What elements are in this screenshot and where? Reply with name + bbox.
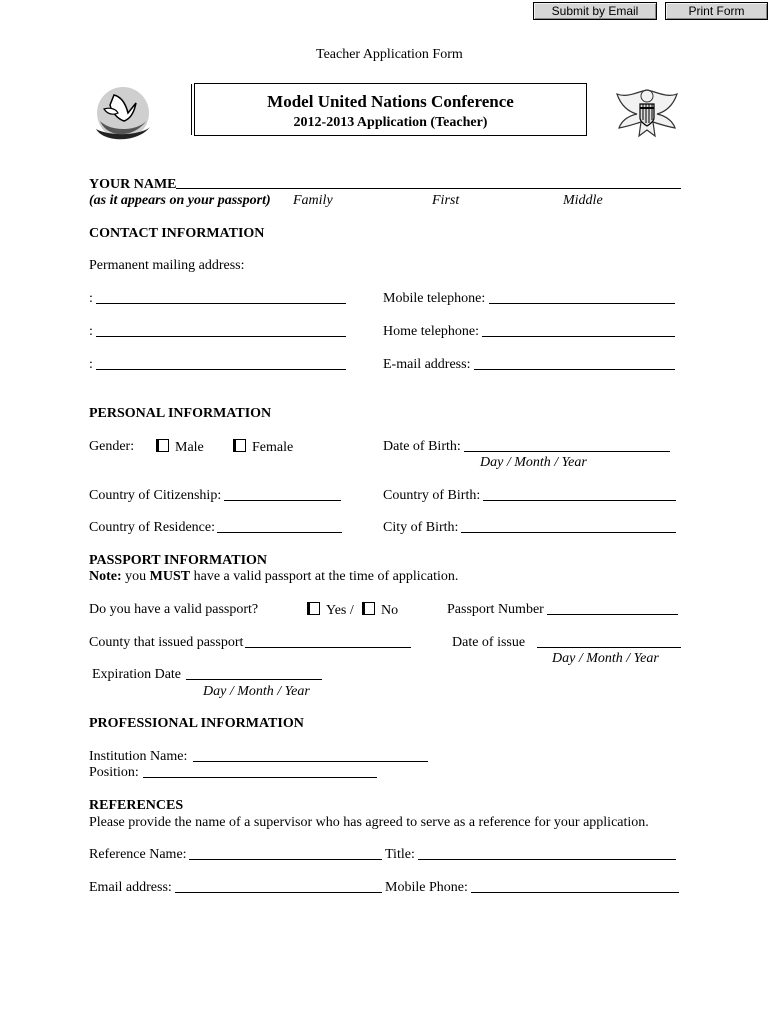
passport-note (89, 569, 458, 585)
reference-name-field[interactable] (189, 847, 382, 860)
city-of-birth-label: City of Birth: (383, 520, 459, 535)
dove-in-hands-logo-icon (90, 83, 155, 143)
institution-name-label: Institution Name: (89, 749, 188, 764)
first-name-caption: First (432, 193, 460, 208)
country-of-birth-field[interactable] (483, 488, 676, 501)
passport-name-note: (as it appears on your passport) (89, 193, 271, 208)
address-line-1-field[interactable] (96, 291, 346, 304)
print-form-button[interactable]: Print Form (665, 2, 768, 20)
home-telephone-label: Home telephone: (383, 324, 480, 339)
date-of-birth-label: Date of Birth: (383, 439, 461, 454)
issue-date-format-caption: Day / Month / Year (552, 651, 659, 666)
personal-heading: PERSONAL INFORMATION (89, 406, 272, 421)
valid-passport-question: Do you have a valid passport? (89, 602, 259, 617)
citizenship-label: Country of Citizenship: (89, 488, 222, 503)
passport-number-label: Passport Number (447, 602, 544, 617)
professional-heading: PROFESSIONAL INFORMATION (89, 716, 304, 731)
male-checkbox[interactable] (156, 439, 169, 452)
expiration-date-label: Expiration Date (92, 667, 182, 682)
passport-yes-option[interactable] (307, 602, 354, 619)
passport-number-field[interactable] (547, 602, 678, 615)
passport-yes-checkbox[interactable] (307, 602, 320, 615)
date-of-issue-field[interactable] (537, 635, 681, 648)
note-post: have a valid passport at the time of application. (190, 569, 459, 584)
address-line-3 (89, 357, 93, 373)
passport-no-checkbox[interactable] (362, 602, 375, 615)
email-address-field[interactable] (474, 357, 675, 370)
address-line-prefix: : (89, 357, 93, 372)
female-option[interactable] (233, 439, 293, 456)
position-label: Position: (89, 765, 139, 780)
institution-name-field[interactable] (193, 749, 428, 762)
residence-label: Country of Residence: (89, 520, 215, 535)
residence-field[interactable] (217, 520, 342, 533)
dob-format-caption: Day / Month / Year (480, 455, 587, 470)
gender-label: Gender: (89, 439, 135, 454)
reference-title-label: Title: (385, 847, 415, 862)
passport-heading: PASSPORT INFORMATION (89, 553, 268, 568)
note-pre: you (121, 569, 150, 584)
references-instructions: Please provide the name of a supervisor who has agreed to serve as a reference for your application. (89, 815, 649, 830)
female-checkbox[interactable] (233, 439, 246, 452)
passport-no-label: No (381, 603, 399, 618)
date-of-issue-label: Date of issue (452, 635, 526, 650)
passport-yes-label: Yes / (326, 603, 354, 618)
country-of-birth-label: Country of Birth: (383, 488, 481, 503)
address-line-2 (89, 324, 93, 340)
application-subtitle: 2012-2013 Application (Teacher) (293, 115, 488, 130)
address-line-1 (89, 291, 93, 307)
reference-name-label: Reference Name: (89, 847, 187, 862)
female-label: Female (252, 440, 294, 455)
address-line-2-field[interactable] (96, 324, 346, 337)
reference-title-field[interactable] (418, 847, 676, 860)
date-of-birth-field[interactable] (464, 439, 670, 452)
references-heading: REFERENCES (89, 798, 184, 813)
citizenship-field[interactable] (224, 488, 341, 501)
email-address-label: E-mail address: (383, 357, 471, 372)
address-line-prefix: : (89, 291, 93, 306)
reference-mobile-label: Mobile Phone: (385, 880, 468, 895)
your-name-label: YOUR NAME (89, 177, 177, 192)
issuing-country-field[interactable] (245, 635, 411, 648)
male-option[interactable] (156, 439, 204, 456)
male-label: Male (175, 440, 204, 455)
reference-mobile-field[interactable] (471, 880, 679, 893)
address-line-3-field[interactable] (96, 357, 346, 370)
reference-email-field[interactable] (175, 880, 382, 893)
mobile-telephone-label: Mobile telephone: (383, 291, 486, 306)
mobile-telephone-field[interactable] (489, 291, 675, 304)
passport-no-option[interactable] (362, 602, 398, 619)
your-name-field[interactable] (176, 176, 681, 189)
conference-title: Model United Nations Conference (267, 92, 514, 111)
address-line-prefix: : (89, 324, 93, 339)
contact-heading: CONTACT INFORMATION (89, 226, 265, 241)
middle-name-caption: Middle (563, 193, 603, 208)
position-field[interactable] (143, 765, 377, 778)
note-must: MUST (149, 569, 191, 584)
title-box (194, 83, 587, 136)
submit-by-email-button[interactable]: Submit by Email (533, 2, 657, 20)
form-title: Teacher Application Form (316, 47, 463, 62)
home-telephone-field[interactable] (482, 324, 675, 337)
mailing-address-label: Permanent mailing address: (89, 258, 245, 273)
expiration-format-caption: Day / Month / Year (203, 684, 310, 699)
expiration-date-field[interactable] (186, 667, 322, 680)
city-of-birth-field[interactable] (461, 520, 676, 533)
family-name-caption: Family (293, 193, 333, 208)
note-label: Note: (89, 569, 122, 584)
reference-email-label: Email address: (89, 880, 172, 895)
eagle-seal-logo-icon (613, 84, 681, 140)
issuing-country-label: County that issued passport (89, 635, 244, 650)
